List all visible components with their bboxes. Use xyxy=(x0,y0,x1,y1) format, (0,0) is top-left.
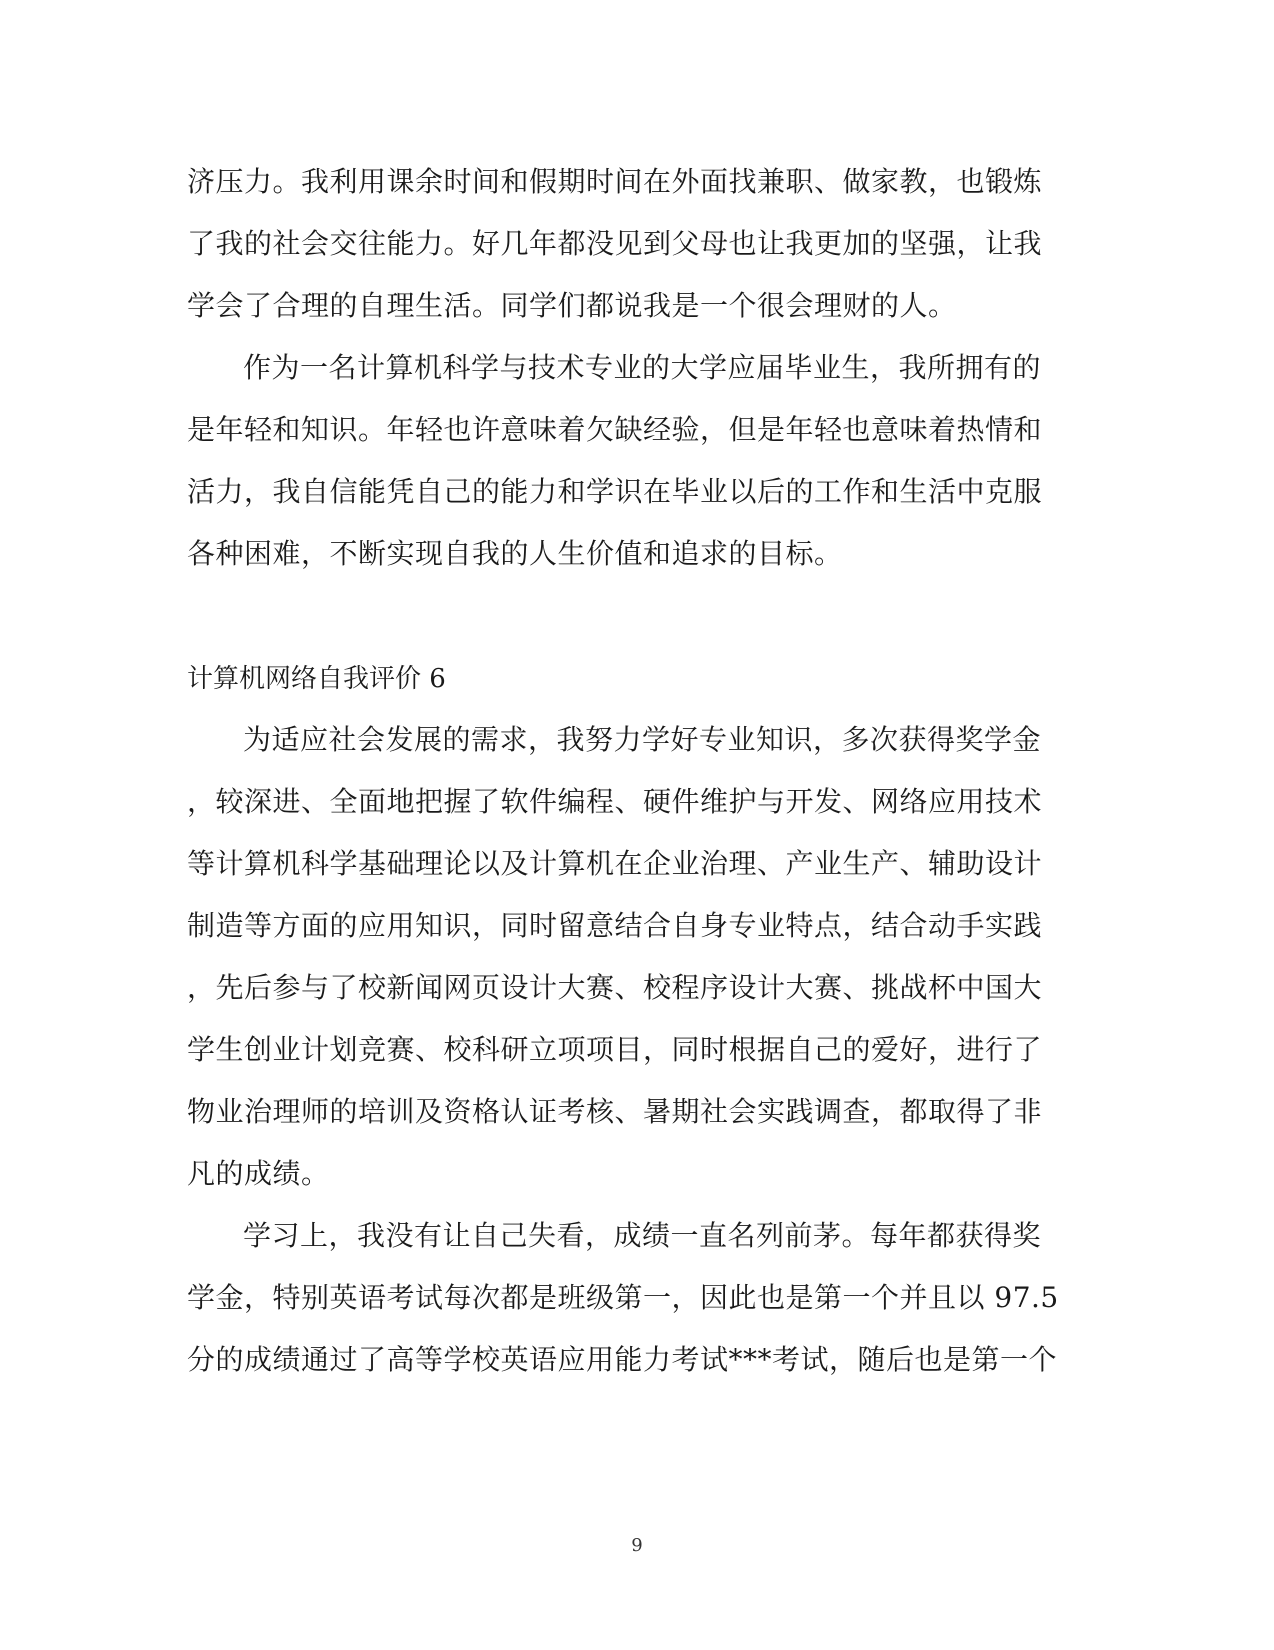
page-number: 9 xyxy=(631,1535,643,1556)
text-line: 等计算机科学基础理论以及计算机在企业治理、产业生产、辅助设计 xyxy=(187,847,1043,880)
text-line: 学会了合理的自理生活。同学们都说我是一个很会理财的人。 xyxy=(187,289,957,322)
section-heading: 计算机网络自我评价 6 xyxy=(187,664,446,694)
text-line: 各种困难，不断实现自我的人生价值和追求的目标。 xyxy=(187,537,843,570)
text-line: 学生创业计划竞赛、校科研立项项目，同时根据自己的爱好，进行了 xyxy=(187,1033,1043,1066)
text-line: 学习上，我没有让自己失看，成绩一直名列前茅。每年都获得奖 xyxy=(243,1219,1042,1252)
text-line: 作为一名计算机科学与技术专业的大学应届毕业生，我所拥有的 xyxy=(243,351,1042,384)
text-line: 凡的成绩。 xyxy=(187,1157,330,1190)
text-line: ，较深进、全面地把握了软件编程、硬件维护与开发、网络应用技术 xyxy=(187,785,1043,818)
text-line: 物业治理师的培训及资格认证考核、暑期社会实践调查，都取得了非 xyxy=(187,1095,1043,1128)
text-line: 学金，特别英语考试每次都是班级第一，因此也是第一个并且以 97.5 xyxy=(187,1281,1059,1314)
text-line: 济压力。我利用课余时间和假期时间在外面找兼职、做家教，也锻炼 xyxy=(187,165,1043,198)
text-line: 制造等方面的应用知识，同时留意结合自身专业特点，结合动手实践 xyxy=(187,909,1043,942)
text-line: 了我的社会交往能力。好几年都没见到父母也让我更加的坚强，让我 xyxy=(187,227,1043,260)
text-line: ，先后参与了校新闻网页设计大赛、校程序设计大赛、挑战杯中国大 xyxy=(187,971,1043,1004)
text-line: 是年轻和知识。年轻也许意味着欠缺经验，但是年轻也意味着热情和 xyxy=(187,413,1043,446)
text-line: 分的成绩通过了高等学校英语应用能力考试***考试，随后也是第一个 xyxy=(187,1343,1058,1376)
text-line: 为适应社会发展的需求，我努力学好专业知识，多次获得奖学金 xyxy=(243,723,1042,756)
text-line: 活力，我自信能凭自己的能力和学识在毕业以后的工作和生活中克服 xyxy=(187,475,1043,508)
